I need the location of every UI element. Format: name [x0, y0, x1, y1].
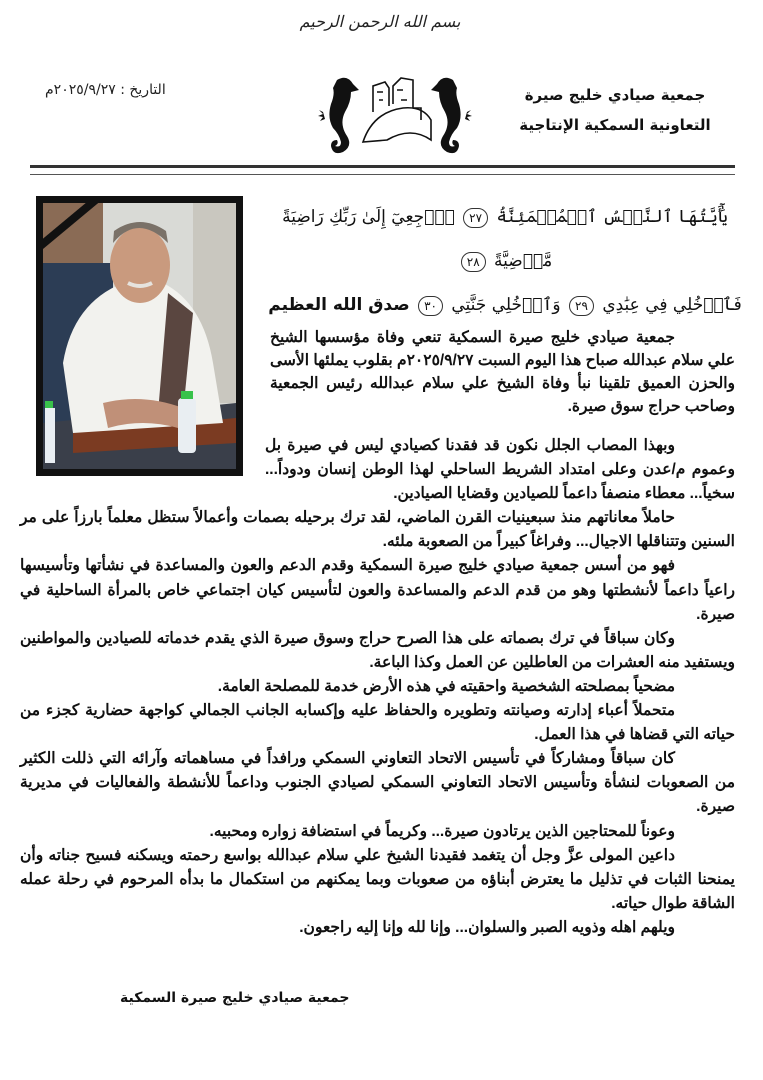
header-divider: [30, 165, 735, 175]
date-label: التاريخ :: [120, 82, 166, 98]
obituary-body: [20, 434, 735, 940]
ayah-number-28: ٢٨: [461, 252, 486, 272]
verse-27-text: يَٰٓأَيَّتُهَا ٱلنَّفۡسُ ٱلۡمُطۡمَئِنَّةُ: [496, 207, 728, 227]
paragraph-condolence: ويلهم اهله وذويه الصبر والسلوان... وإنا لله وإنا إليه راجعون.: [299, 918, 675, 936]
paragraph-management: متحملاً أعباء إدارته وصيانته وتطويره والحفاظ عليه وإكسابه الجانب الجمالي كواجهة حضارية كجزء من حياته التي قضاها في هذا العمل.: [20, 702, 735, 744]
paragraph-generosity: وعوناً للمحتاجين الذين يرتادون صيرة... وكريماً في استضافة زواره ومحبيه.: [209, 822, 675, 840]
seahorse-left-icon: [318, 78, 359, 153]
paragraph-market: وكان سباقاً في ترك بصماته على هذا الصرح حراج وسوق صيرة الذي يقدم خدماته للصيادين والمواطنين ويستفيد منه العشرات من العاطلين عن العمل وكذا الباعة.: [20, 629, 735, 671]
sadaq-allah-text: صدق الله العظيم: [268, 295, 410, 315]
announcement-highlight: وفاة الشيخ علي سلام عبدالله رئيس الجمعية وصاحب حراج سوق صيرة.: [270, 375, 735, 415]
paragraph-union: كان سباقاً ومشاركاً في تأسيس الاتحاد التعاوني السمكي ورافداً في مساهماته وآرائه التي ذللت الكثير من الصعوبات لنشأة وتأسيس الاتحاد التعاوني السمكي لصيادي الجنوب وداعماً للأنشطة والفعاليات في مديرية صيرة.: [20, 750, 735, 816]
document-date: [45, 82, 166, 98]
deceased-portrait-photo: [43, 203, 236, 469]
basmala-calligraphy: بسم الله الرحمن الرحيم: [299, 12, 461, 31]
verse-29-text: فَٱدۡخُلِي فِي عِبَٰدِي: [602, 295, 742, 315]
fortress-icon: [363, 78, 431, 142]
paragraph-legacy: حاملاً معاناتهم منذ سبعينيات القرن الماضي، لقد ترك برحيله بصمات وأعمالاً ستظل معلماً بارزاً على مر السنين وتتناقلها الاجيال... وفراغاً كبيراً من الصعوبة ملئه.: [20, 509, 735, 551]
ayah-number-30: ٣٠: [418, 296, 443, 316]
seahorse-right-icon: [431, 78, 472, 153]
paragraph-sacrifice: مضحياً بمصلحته الشخصية واحقيته في هذه الأرض خدمة للمصلحة العامة.: [217, 677, 675, 695]
date-value: ٢٠٢٥/٩/٢٧م: [45, 82, 116, 98]
org-name-line1: جمعية صيادي خليج صيرة: [524, 86, 706, 104]
signature-organization: جمعية صيادي خليج صيرة السمكية: [120, 990, 350, 1006]
ayah-number-29: ٢٩: [569, 296, 594, 316]
verse-30-text: وَٱدۡخُلِي جَنَّتِي: [451, 295, 561, 315]
organization-name: [495, 80, 735, 140]
org-name-line2: التعاونية السمكية الإنتاجية: [519, 116, 711, 134]
ayah-number-27: ٢٧: [463, 208, 488, 228]
announcement-text: جمعية صيادي خليج صيرة السمكية تنعي وفاة مؤسسها الشيخ علي سلام عبدالله صباح هذا اليوم السبت ٢٠٢٥/٩/٢٧م بقلوب يملئها الأسى والحزن العميق تلقينا نبأ: [270, 329, 736, 392]
seahorse-fortress-logo: [315, 72, 475, 162]
verse-line-2: [255, 283, 755, 327]
paragraph-prayer: داعين المولى عزَّ وجل أن يتغمد فقيدنا الشيخ علي سلام عبدالله بواسع رحمته ويسكنه فسيح جناته وأن يمنحنا الثبات في تذليل ما يعترض أبناؤه من صعوبات وبما يمكنهم من استكمال ما بدأه المرحوم في رحلة عمله الشاقة طوال حياته.: [20, 846, 735, 912]
quran-verses: [255, 195, 755, 327]
paragraph-loss: وبهذا المصاب الجلل نكون قد فقدنا كصيادي ليس في صيرة بل وعموم م/عدن وعلى امتداد الشريط الساحلي لهذا الوطن إنسان ودوداً... سخياً... معطاء منصفاً داعماً للصيادين وقضايا الصيادين.: [265, 437, 735, 503]
paragraph-founding: فهو من أسس جمعية صيادي خليج صيرة السمكية وقدم الدعم والعون والمساعدة في نشأتها وتأسيسها راعياً داعماً لأنشطتها وهو من قدم الدعم والمساعدة والعون لتأسيس كيان اجتماعي خاص بالمرأة الساحلية في صيرة.: [20, 557, 735, 623]
obituary-intro: [270, 326, 735, 418]
verse-28-text: ٱرۡجِعِيٓ إِلَىٰ رَبِّكِ رَاضِيَةً مَّرۡضِيَّةً: [282, 207, 553, 271]
verse-line-1: [255, 195, 755, 283]
paragraph-announcement: [270, 326, 735, 418]
